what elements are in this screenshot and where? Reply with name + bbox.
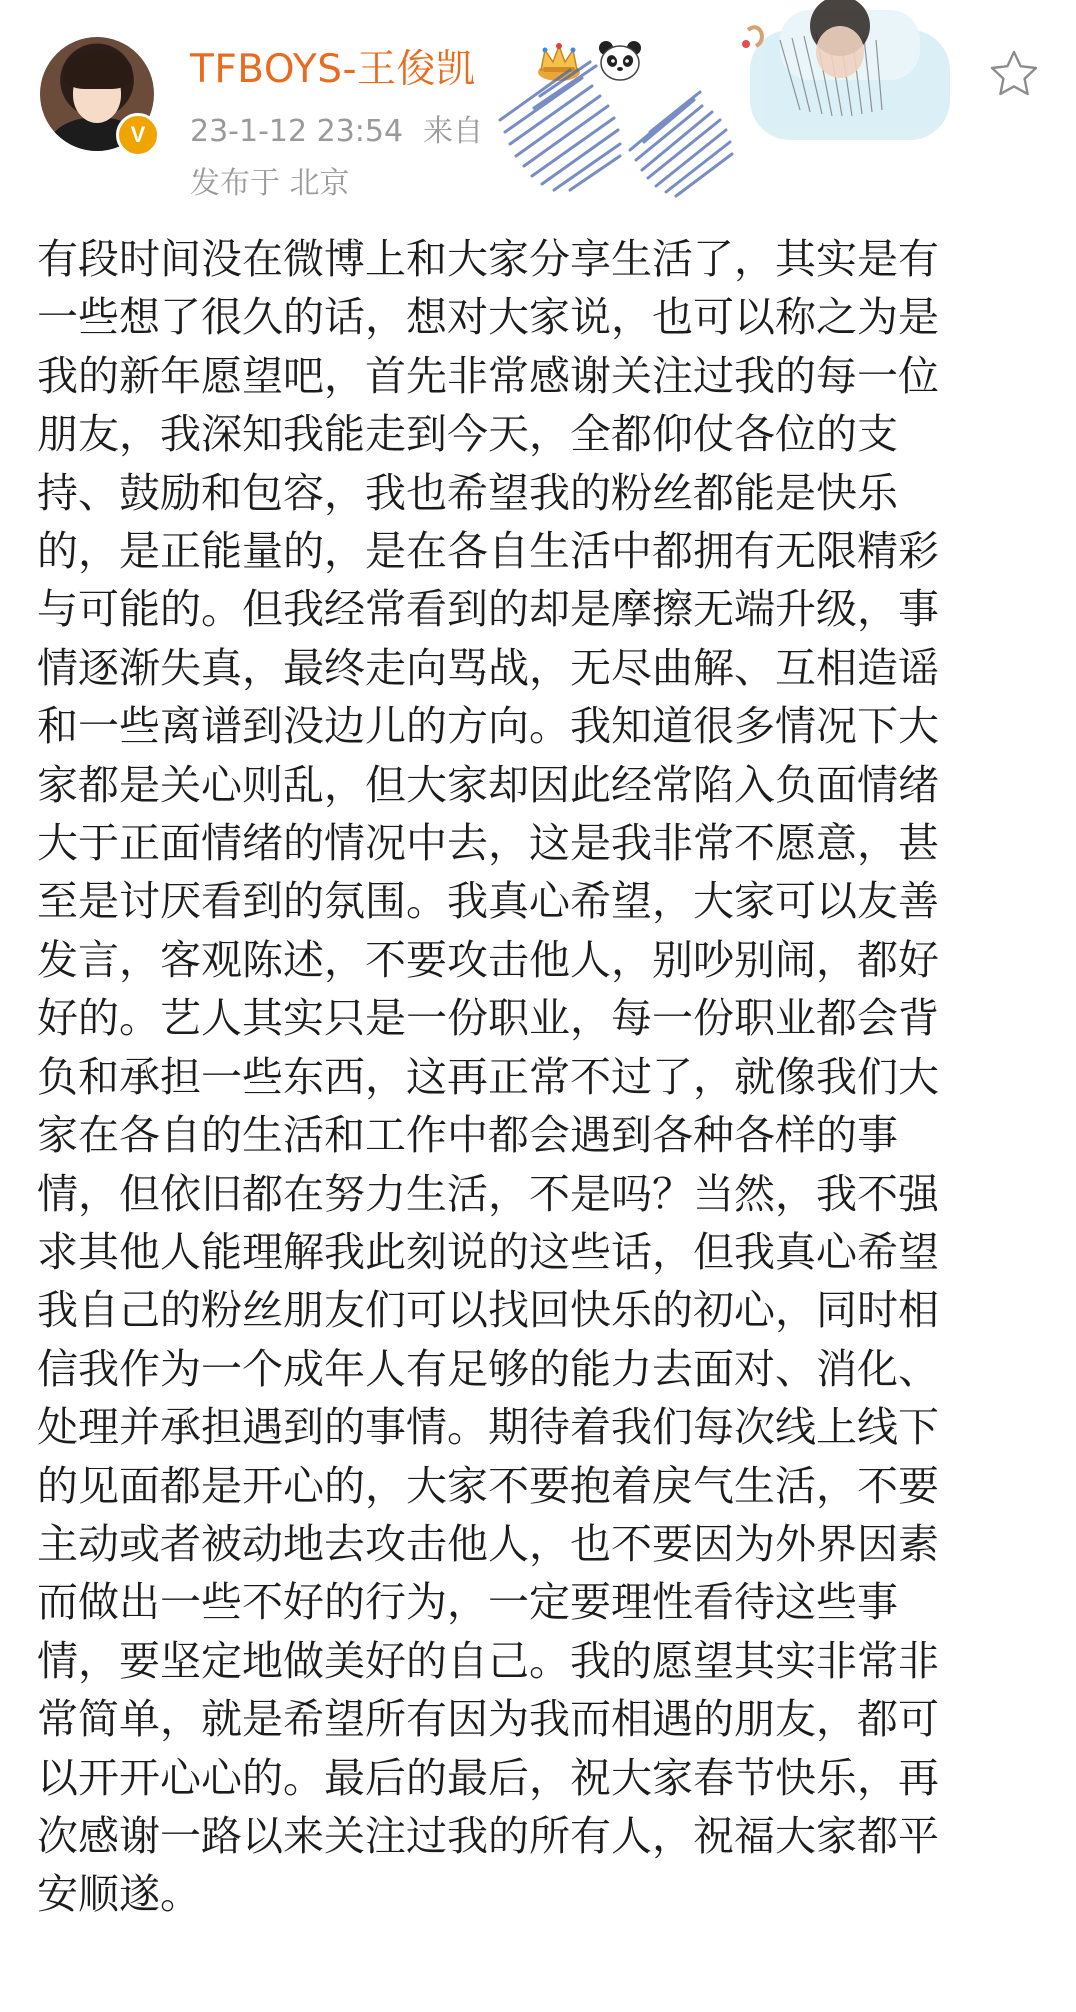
post-text-line: 次感谢一路以来关注过我的所有人，祝福大家都平 bbox=[37, 1811, 939, 1860]
post-text-line: 朋友，我深知我能走到今天，全都仰仗各位的支 bbox=[37, 410, 898, 459]
avatar-hair bbox=[64, 51, 132, 89]
favorite-star-icon[interactable] bbox=[988, 48, 1040, 100]
post-text-line: 情，但依旧都在努力生活，不是吗？当然，我不强 bbox=[37, 1169, 939, 1218]
post-text-line: 主动或者被动地去攻击他人，也不要因为外界因素 bbox=[37, 1519, 939, 1568]
post-text-line: 以开开心心的。最后的最后，祝大家春节快乐，再 bbox=[37, 1753, 939, 1802]
post-text-line: 我自己的粉丝朋友们可以找回快乐的初心，同时相 bbox=[37, 1286, 939, 1335]
post-text-line: 常简单，就是希望所有因为我而相遇的朋友，都可 bbox=[37, 1695, 939, 1744]
post-location: 发布于 北京 bbox=[190, 166, 350, 201]
post-header bbox=[0, 0, 1076, 205]
post-text-line: 家都是关心则乱，但大家却因此经常陷入负面情绪 bbox=[37, 760, 939, 809]
post-text-line: 负和承担一些东西，这再正常不过了，就像我们大 bbox=[37, 1052, 939, 1101]
post-text-line: 至是讨厌看到的氛围。我真心希望，大家可以友善 bbox=[37, 877, 939, 926]
post-text-line: 而做出一些不好的行为，一定要理性看待这些事 bbox=[37, 1578, 898, 1627]
post-body bbox=[37, 230, 1047, 1924]
card-decoration bbox=[480, 0, 980, 215]
post-text-line: 发言，客观陈述，不要攻击他人，别吵别闹，都好 bbox=[37, 935, 939, 984]
post-text-line: 信我作为一个成年人有足够的能力去面对、消化、 bbox=[37, 1344, 939, 1393]
post-text-line: 和一些离谱到没边儿的方向。我知道很多情况下大 bbox=[37, 702, 939, 751]
post-text-line: 情逐渐失真，最终走向骂战，无尽曲解、互相造谣 bbox=[37, 643, 939, 692]
post-text-line: 大于正面情绪的情况中去，这是我非常不愿意，甚 bbox=[37, 819, 939, 868]
post-text-line: 求其他人能理解我此刻说的这些话，但我真心希望 bbox=[37, 1227, 939, 1276]
post-text-line: 好的。艺人其实只是一份职业，每一份职业都会背 bbox=[37, 994, 939, 1043]
post-text-line: 情，要坚定地做美好的自己。我的愿望其实非常非 bbox=[37, 1636, 939, 1685]
post-text-line: 一些想了很久的话，想对大家说，也可以称之为是 bbox=[37, 293, 939, 342]
post-source-label: 来自 bbox=[423, 114, 484, 149]
post-text-line: 安顺遂。 bbox=[37, 1870, 201, 1919]
post-text-line: 家在各自的生活和工作中都会遇到各种各样的事 bbox=[37, 1111, 898, 1160]
post-text-line: 持、鼓励和包容，我也希望我的粉丝都能是快乐 bbox=[37, 468, 898, 517]
verified-badge: V bbox=[116, 113, 160, 157]
post-text-line: 的见面都是开心的，大家不要抱着戾气生活，不要 bbox=[37, 1461, 939, 1510]
username[interactable]: TFBOYS-王俊凯 bbox=[190, 47, 476, 92]
post-text-line: 有段时间没在微博上和大家分享生活了，其实是有 bbox=[37, 235, 939, 283]
post-text-line: 处理并承担遇到的事情。期待着我们每次线上线下 bbox=[37, 1403, 939, 1452]
post-text-line: 的，是正能量的，是在各自生活中都拥有无限精彩 bbox=[37, 527, 939, 576]
post-timestamp: 23-1-12 23:54 bbox=[190, 114, 404, 149]
post-text-line: 我的新年愿望吧，首先非常感谢关注过我的每一位 bbox=[37, 351, 939, 400]
post-meta bbox=[190, 106, 483, 150]
post-text-line: 与可能的。但我经常看到的却是摩擦无端升级，事 bbox=[37, 585, 939, 634]
